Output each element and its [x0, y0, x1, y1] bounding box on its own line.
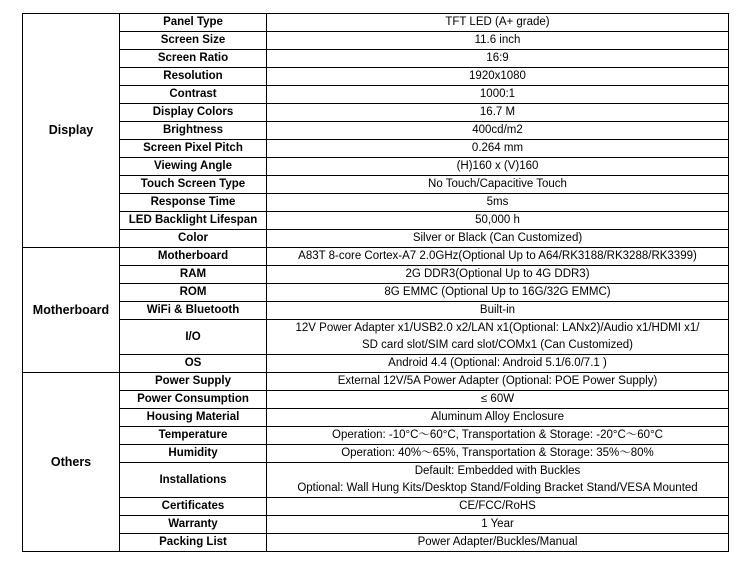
table-row [23, 230, 729, 248]
row-label: Screen Size [120, 32, 267, 50]
table-row [23, 498, 729, 516]
row-value: No Touch/Capacitive Touch [267, 176, 729, 194]
group-label-display: Display [23, 14, 120, 248]
row-label: Resolution [120, 68, 267, 86]
table-row [23, 373, 729, 391]
row-value: Silver or Black (Can Customized) [267, 230, 729, 248]
row-value: A83T 8-core Cortex-A7 2.0GHz(Optional Up to A64/RK3188/RK3288/RK3399) [267, 248, 729, 266]
row-label: Humidity [120, 445, 267, 463]
row-value: 16:9 [267, 50, 729, 68]
row-label: OS [120, 355, 267, 373]
group-label-others: Others [23, 373, 120, 552]
row-label: LED Backlight Lifespan [120, 212, 267, 230]
row-value-line: Optional: Wall Hung Kits/Desktop Stand/Folding Bracket Stand/VESA Mounted [297, 482, 698, 494]
row-label: Color [120, 230, 267, 248]
table-row [23, 516, 729, 534]
row-label: Temperature [120, 427, 267, 445]
row-value-line: SD card slot/SIM card slot/COMx1 (Can Customized) [362, 339, 633, 351]
row-label: Warranty [120, 516, 267, 534]
row-value: 2G DDR3(Optional Up to 4G DDR3) [267, 266, 729, 284]
row-label: I/O [120, 320, 267, 355]
table-row [23, 284, 729, 302]
row-value: External 12V/5A Power Adapter (Optional: POE Power Supply) [267, 373, 729, 391]
table-row [23, 391, 729, 409]
table-row [23, 122, 729, 140]
table-row [23, 534, 729, 552]
row-value: Operation: -10°C～60°C, Transportation & Storage: -20°C～60°C [267, 427, 729, 445]
row-value: 16.7 M [267, 104, 729, 122]
row-value: 1 Year [267, 516, 729, 534]
row-label: Certificates [120, 498, 267, 516]
row-value: Android 4.4 (Optional: Android 5.1/6.0/7.1 ) [267, 355, 729, 373]
table-row [23, 248, 729, 266]
row-label: WiFi & Bluetooth [120, 302, 267, 320]
row-label: Touch Screen Type [120, 176, 267, 194]
row-value-multiline [267, 463, 729, 498]
row-label: Brightness [120, 122, 267, 140]
row-label: Panel Type [120, 14, 267, 32]
row-value: 1920x1080 [267, 68, 729, 86]
table-row [23, 14, 729, 32]
row-value: (H)160 x (V)160 [267, 158, 729, 176]
row-label: ROM [120, 284, 267, 302]
row-label: Contrast [120, 86, 267, 104]
table-row [23, 194, 729, 212]
row-label: Installations [120, 463, 267, 498]
row-label: Motherboard [120, 248, 267, 266]
row-label: Screen Pixel Pitch [120, 140, 267, 158]
row-value: 400cd/m2 [267, 122, 729, 140]
row-label: Viewing Angle [120, 158, 267, 176]
row-value: TFT LED (A+ grade) [267, 14, 729, 32]
row-label: RAM [120, 266, 267, 284]
table-row [23, 158, 729, 176]
row-value: 8G EMMC (Optional Up to 16G/32G EMMC) [267, 284, 729, 302]
row-value: 0.264 mm [267, 140, 729, 158]
row-value-line: Default: Embedded with Buckles [414, 465, 581, 477]
table-row [23, 68, 729, 86]
table-row [23, 463, 729, 498]
row-value: 11.6 inch [267, 32, 729, 50]
row-label: Response Time [120, 194, 267, 212]
table-row [23, 212, 729, 230]
row-label: Housing Material [120, 409, 267, 427]
row-value: 1000:1 [267, 86, 729, 104]
table-row [23, 32, 729, 50]
row-value: Aluminum Alloy Enclosure [267, 409, 729, 427]
group-label-motherboard: Motherboard [23, 248, 120, 373]
row-value: ≤ 60W [267, 391, 729, 409]
row-value-multiline [267, 320, 729, 355]
table-row [23, 320, 729, 355]
row-value: Power Adapter/Buckles/Manual [267, 534, 729, 552]
row-value: Operation: 40%～65%, Transportation & Storage: 35%～80% [267, 445, 729, 463]
row-label: Screen Ratio [120, 50, 267, 68]
table-row [23, 104, 729, 122]
row-value: Built-in [267, 302, 729, 320]
table-row [23, 86, 729, 104]
row-label: Packing List [120, 534, 267, 552]
table-row [23, 140, 729, 158]
row-label: Display Colors [120, 104, 267, 122]
row-value: 5ms [267, 194, 729, 212]
table-row [23, 266, 729, 284]
row-label: Power Supply [120, 373, 267, 391]
table-row [23, 176, 729, 194]
table-row [23, 302, 729, 320]
row-label: Power Consumption [120, 391, 267, 409]
row-value: 50,000 h [267, 212, 729, 230]
table-row [23, 445, 729, 463]
row-value-line: 12V Power Adapter x1/USB2.0 x2/LAN x1(Optional: LANx2)/Audio x1/HDMI x1/ [295, 322, 700, 334]
table-row [23, 50, 729, 68]
spec-table [22, 13, 729, 552]
table-row [23, 427, 729, 445]
table-row [23, 409, 729, 427]
table-row [23, 355, 729, 373]
row-value: CE/FCC/RoHS [267, 498, 729, 516]
